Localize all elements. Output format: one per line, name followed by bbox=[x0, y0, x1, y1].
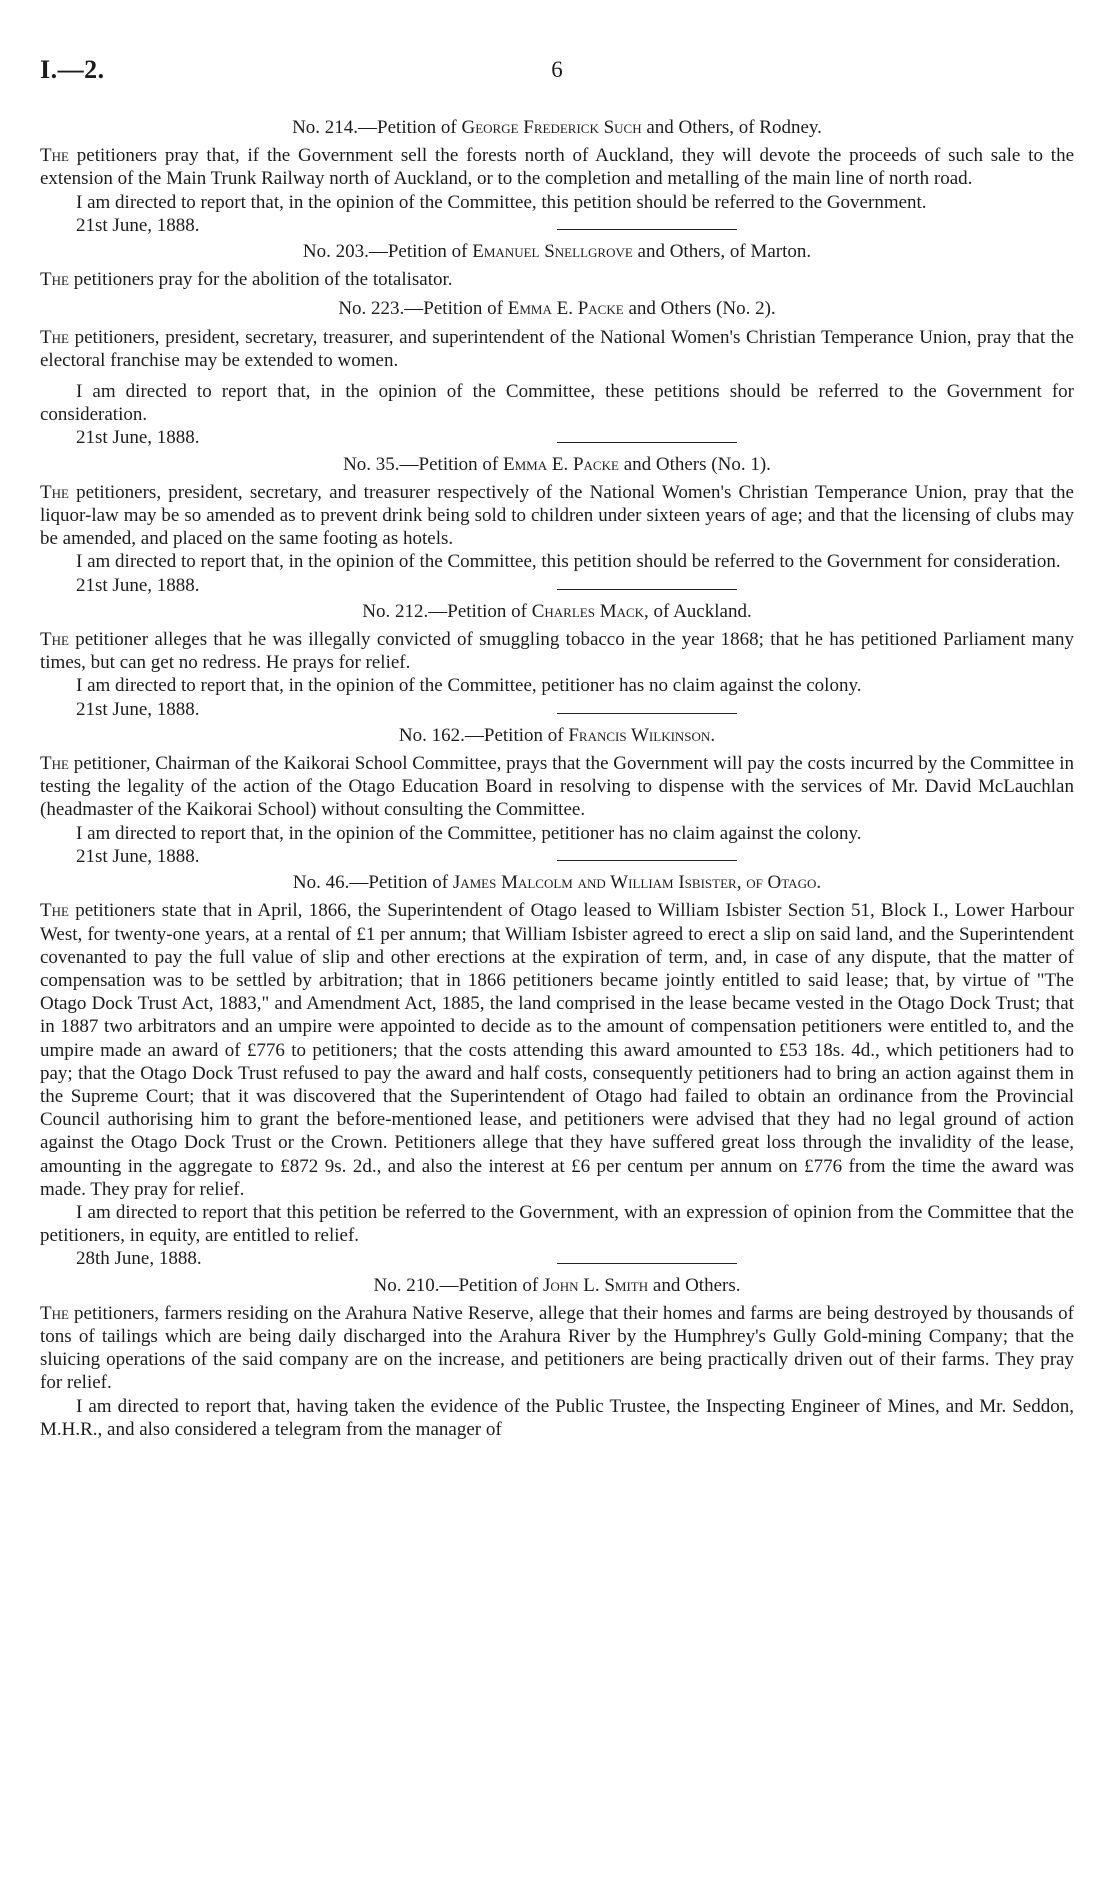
petition-body: The petitioners state that in April, 1866, the Superintendent of Otago leased to William Isbister Section 51, Block I., Lower Harbour West, for twenty-one years, at a rental of £1 per annum; that William Isbister agreed to erect a slip on said land, and the Superintendent covenanted to pay the full value of slip and other erections at the expiration of term, and, in case of any dispute, that the matter of compensation was to be settled by arbitration; that in 1866 petitioners became jointly entitled to said lease; that, by virtue of "The Otago Dock Trust Act, 1883," and Amendment Act, 1885, the land comprised in the lease became vested in the Otago Dock Trust; that in 1887 two arbitrators and an umpire were appointed to decide as to the amount of compensation petitioners were entitled to, and the umpire made an award of £776 to petitioners; that the costs attending this award amounted to £53 18s. 4d., which petitioners had to pay; that the Otago Dock Trust refused to pay the award and half costs, consequently petitioners had to bring an action against them in the Supreme Court; that it was discovered that the Superintendent of Otago had failed to obtain an ordinance from the Provincial Council authorising him to grant the before-mentioned lease, and petitioners were advised that they had no legal ground of action against the Otago Dock Trust or the Crown. Petitioners allege that they have suffered great loss through the invalidity of the lease, amounting in the aggregate to £872 9s. 2d., and also the interest at £6 per centum per annum on £776 from the time the award was made. They pray for relief. bbox=[40, 900, 1074, 1200]
section-divider bbox=[557, 442, 737, 443]
report-date: 21st June, 1888. bbox=[76, 698, 200, 720]
petition-203 bbox=[40, 240, 1074, 291]
committee-report: I am directed to report that, in the opinion of the Committee, this petition should be referred to the Government for consideration. bbox=[76, 551, 1061, 573]
petition-title: No. 35.—Petition of Emma E. Packe and Others (No. 1). bbox=[343, 453, 771, 475]
petition-title: No. 223.—Petition of Emma E. Packe and Others (No. 2). bbox=[338, 298, 776, 320]
petition-title: No. 214.—Petition of George Frederick Such and Others, of Rodney. bbox=[292, 117, 822, 138]
petition-214 bbox=[40, 116, 1074, 236]
petition-162 bbox=[40, 724, 1074, 867]
petition-212 bbox=[40, 600, 1074, 720]
petition-210 bbox=[40, 1274, 1074, 1441]
petition-body: The petitioner, Chairman of the Kaikorai School Committee, prays that the Government will pay the costs incurred by the Committee in testing the legality of the action of the Otago Education Board in resolving to dispense with the services of Mr. David McLauchlan (headmaster of the Kaikorai School) without consulting the Committee. bbox=[40, 753, 1074, 821]
page-number: 6 bbox=[551, 57, 563, 82]
page-header bbox=[40, 55, 1074, 110]
petition-body: The petitioners, president, secretary, treasurer, and superintendent of the National Women's Christian Temperance Union, pray that the electoral franchise may be extended to women. bbox=[40, 326, 1074, 371]
petition-body: The petitioners, farmers residing on the Arahura Native Reserve, allege that their homes and farms are being destroyed by thousands of tons of tailings which are being daily discharged into the Arahura River by the Humphrey's Gully Gold-mining Company; that the sluicing operations of the said company are on the increase, and petitioners are being practically driven out of their farms. They pray for relief. bbox=[40, 1302, 1074, 1394]
report-date: 21st June, 1888. bbox=[76, 214, 200, 236]
petition-title: No. 203.—Petition of Emanuel Snellgrove and Others, of Marton. bbox=[302, 241, 812, 263]
committee-report: I am directed to report that, in the opinion of the Committee, this petition should be referred to the Government. bbox=[76, 191, 927, 213]
petition-title: No. 162.—Petition of Francis Wilkinson. bbox=[398, 724, 716, 746]
committee-report: I am directed to report that this petition be referred to the Government, with an expression of opinion from the Committee that the petitioners, in equity, are entitled to relief. bbox=[40, 1201, 1074, 1247]
petition-body: The petitioners pray that, if the Government sell the forests north of Auckland, they will devote the proceeds of such sale to the extension of the Main Trunk Railway north of Auckland, or to the completion and metalling of the main line of north road. bbox=[40, 145, 1074, 190]
petition-title: No. 210.—Petition of John L. Smith and Others. bbox=[373, 1274, 741, 1296]
petition-title: No. 212.—Petition of Charles Mack, of Auckland. bbox=[362, 600, 752, 622]
parliamentary-paper-reference: I.—2. bbox=[40, 55, 105, 84]
committee-report: I am directed to report that, having taken the evidence of the Public Trustee, the Inspecting Engineer of Mines, and Mr. Seddon, M.H.R., and also considered a telegram from the manager of bbox=[40, 1395, 1074, 1440]
petition-body: The petitioner alleges that he was illegally convicted of smuggling tobacco in the year 1868; that he has petitioned Parliament many times, but can get no redress. He prays for relief. bbox=[40, 629, 1074, 674]
report-date: 28th June, 1888. bbox=[76, 1248, 202, 1270]
committee-report: I am directed to report that, in the opinion of the Committee, petitioner has no claim against the colony. bbox=[76, 675, 862, 697]
section-divider bbox=[557, 589, 737, 590]
petition-223 bbox=[40, 297, 1074, 449]
section-divider bbox=[557, 713, 737, 714]
report-date: 21st June, 1888. bbox=[76, 427, 200, 449]
section-divider bbox=[557, 860, 737, 861]
petition-title: No. 46.—Petition of James Malcolm and William Isbister, of Otago. bbox=[292, 872, 822, 894]
committee-report: I am directed to report that, in the opinion of the Committee, petitioner has no claim against the colony. bbox=[76, 822, 862, 844]
section-divider bbox=[557, 229, 737, 230]
report-date: 21st June, 1888. bbox=[76, 574, 200, 596]
petition-46 bbox=[40, 871, 1074, 1270]
petition-body: The petitioners, president, secretary, and treasurer respectively of the National Women's Christian Temperance Union, pray that the liquor-law may be so amended as to prevent drink being sold to children under sixteen years of age; and that the licensing of clubs may be amended, and placed on the same footing as hotels. bbox=[40, 481, 1074, 550]
petition-body: The petitioners pray for the abolition of the totalisator. bbox=[40, 269, 453, 291]
committee-report: I am directed to report that, in the opinion of the Committee, these petitions should be referred to the Government for consideration. bbox=[40, 381, 1074, 426]
document-page bbox=[40, 55, 1074, 1441]
petition-35 bbox=[40, 453, 1074, 596]
report-date: 21st June, 1888. bbox=[76, 845, 200, 867]
section-divider bbox=[557, 1263, 737, 1264]
